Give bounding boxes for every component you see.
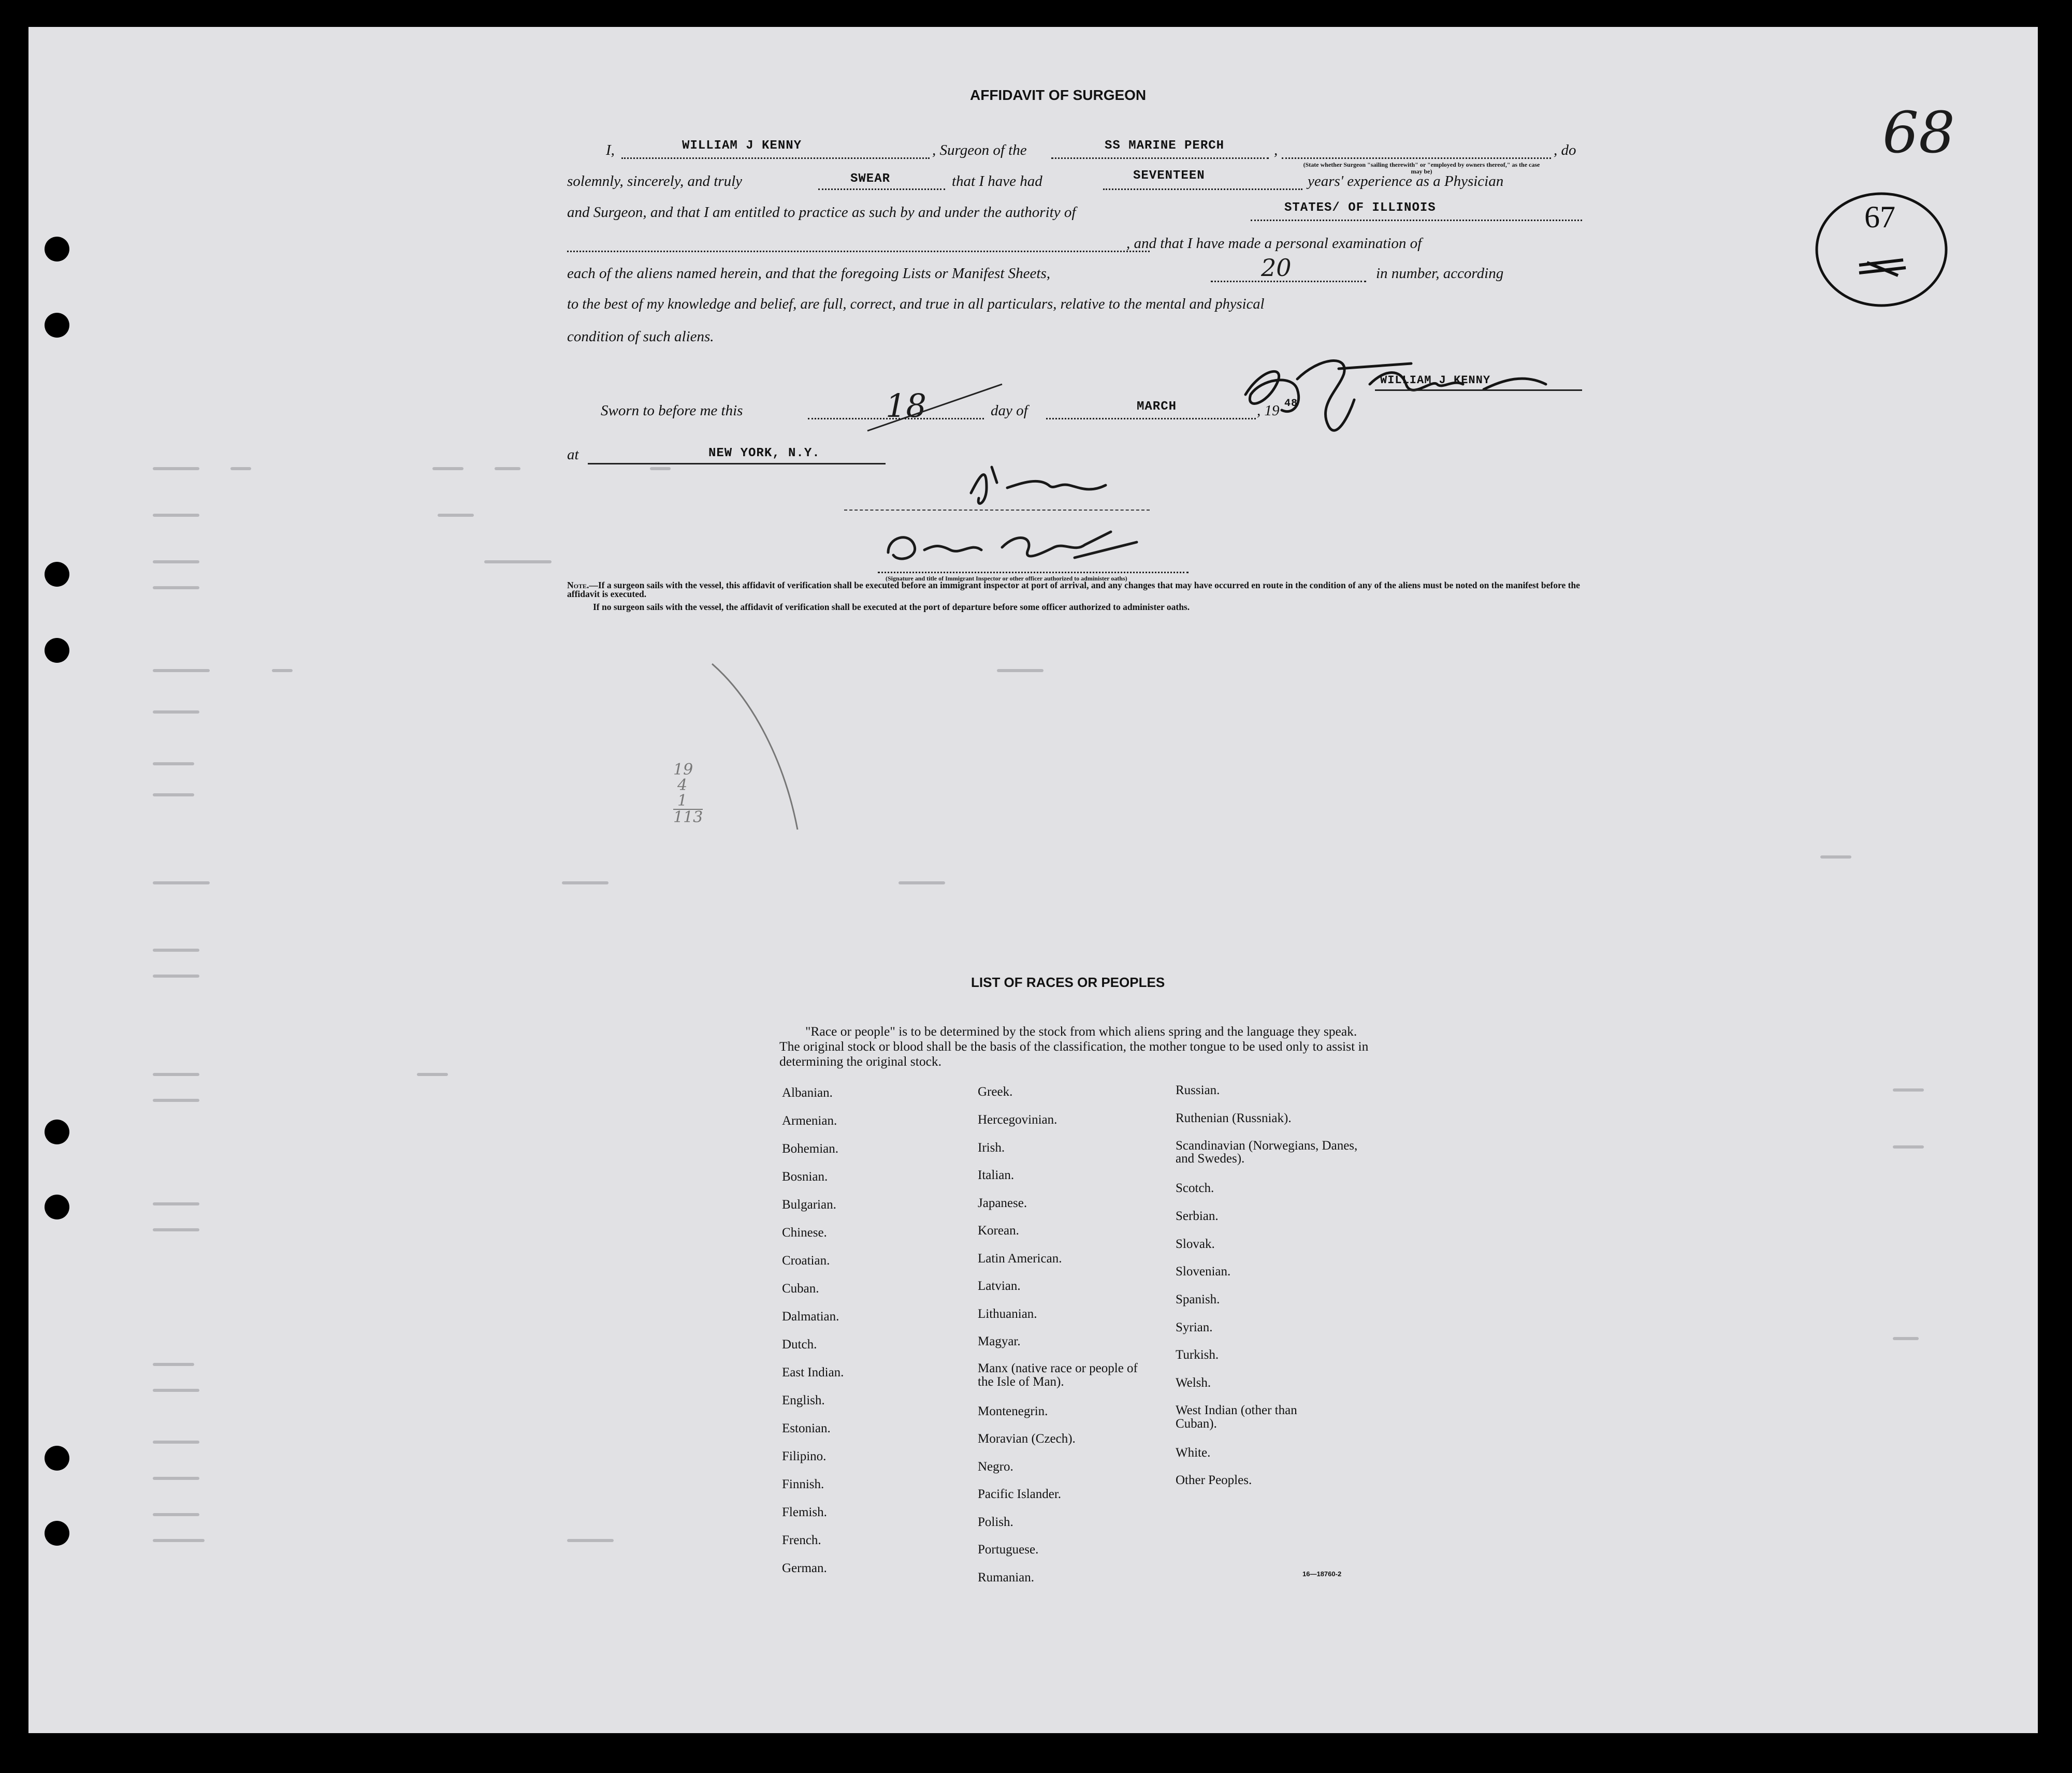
race-item: Latvian. bbox=[978, 1279, 1021, 1293]
inspector-caption: (Signature and title of Immigrant Inspector or other officer authorized to administer oaths) bbox=[886, 575, 1127, 582]
sworn-text: day of bbox=[991, 402, 1028, 419]
ship-name: SS MARINE PERCH bbox=[1105, 139, 1225, 153]
years-experience: SEVENTEEN bbox=[1133, 169, 1205, 183]
sworn-year-prefix: , 19 bbox=[1257, 402, 1280, 419]
surgeon-name: WILLIAM J KENNY bbox=[682, 139, 802, 153]
race-item: Negro. bbox=[978, 1460, 1013, 1474]
sworn-month: MARCH bbox=[1137, 400, 1177, 414]
form-number: 16—18760-2 bbox=[1302, 1570, 1342, 1578]
affidavit-text: to the best of my knowledge and belief, are full, correct, and true in all particulars, relative to the mental and physical bbox=[567, 296, 1265, 312]
affidavit-text: , and that I have made a personal examination of bbox=[1126, 235, 1422, 252]
document-sheet bbox=[28, 27, 2038, 1733]
race-item: West Indian (other than Cuban). bbox=[1176, 1403, 1297, 1431]
affidavit-text: years' experience as a Physician bbox=[1308, 173, 1504, 190]
pencil-note-line: 19 bbox=[673, 761, 693, 779]
punch-hole bbox=[45, 1446, 69, 1471]
race-item: Cuban. bbox=[782, 1282, 819, 1296]
race-item: Armenian. bbox=[782, 1114, 837, 1128]
note-text: —If a surgeon sails with the vessel, this affidavit of verification shall be executed before an immigrant inspector at port of arrival, and any changes that may have occurred en route in the condition of any of the aliens must be noted on the manifest before the affidavit is executed. bbox=[567, 580, 1580, 599]
race-item: Spanish. bbox=[1176, 1292, 1220, 1306]
race-item: Dutch. bbox=[782, 1338, 817, 1351]
affidavit-text: solemnly, sincerely, and truly bbox=[567, 173, 743, 190]
race-item: Bulgarian. bbox=[782, 1198, 836, 1212]
pencil-note-line: 1 bbox=[677, 792, 688, 810]
punch-hole bbox=[45, 1195, 69, 1219]
affidavit-text: I, bbox=[606, 142, 615, 158]
race-item: Moravian (Czech). bbox=[978, 1432, 1076, 1446]
race-item: Latin American. bbox=[978, 1252, 1062, 1266]
affidavit-text: and Surgeon, and that I am entitled to practice as such by and under the authority of bbox=[567, 204, 1076, 221]
race-item: Filipino. bbox=[782, 1449, 827, 1463]
inspector-signature bbox=[878, 521, 1147, 578]
race-item: Albanian. bbox=[782, 1086, 833, 1100]
race-item: Flemish. bbox=[782, 1505, 827, 1519]
surgeon-signature bbox=[1214, 348, 1577, 452]
sworn-day: 18 bbox=[886, 387, 926, 425]
races-title: LIST OF RACES OR PEOPLES bbox=[971, 975, 1165, 990]
affidavit-text: , bbox=[1274, 142, 1278, 158]
race-item: White. bbox=[1176, 1446, 1211, 1460]
affidavit-text: condition of such aliens. bbox=[567, 328, 714, 345]
surgeon-printed-name: WILLIAM J KENNY bbox=[1380, 374, 1491, 387]
race-item: Slovak. bbox=[1176, 1237, 1215, 1251]
race-item: Japanese. bbox=[978, 1196, 1027, 1210]
race-item: English. bbox=[782, 1393, 825, 1407]
race-item: Bohemian. bbox=[782, 1142, 839, 1156]
affidavit-text: each of the aliens named herein, and that the foregoing Lists or Manifest Sheets, bbox=[567, 265, 1050, 282]
sworn-place: NEW YORK, N.Y. bbox=[708, 446, 820, 460]
race-item: Russian. bbox=[1176, 1083, 1220, 1097]
race-item: Chinese. bbox=[782, 1226, 827, 1240]
race-item: Serbian. bbox=[1176, 1209, 1219, 1223]
inspector-initials-signature bbox=[961, 457, 1147, 514]
race-item: German. bbox=[782, 1561, 827, 1575]
race-item: Polish. bbox=[978, 1515, 1013, 1529]
race-item: Syrian. bbox=[1176, 1320, 1213, 1334]
pencil-note bbox=[673, 762, 703, 825]
affidavit-title: AFFIDAVIT OF SURGEON bbox=[970, 87, 1147, 103]
practice-authority: STATES/ OF ILLINOIS bbox=[1284, 201, 1436, 215]
affidavit-note bbox=[567, 581, 1582, 599]
race-item: Finnish. bbox=[782, 1477, 824, 1491]
races-intro: "Race or people" is to be determined by the stock from which aliens spring and the language they speak. The original stock or blood shall be the basis of the classification, the mother tongue to be used only to assist in determining the original stock. bbox=[779, 1024, 1369, 1069]
race-item: Lithuanian. bbox=[978, 1307, 1037, 1321]
punch-hole bbox=[45, 237, 69, 261]
oath-type: SWEAR bbox=[850, 172, 891, 186]
race-item: Slovenian. bbox=[1176, 1265, 1231, 1278]
sworn-text: at bbox=[567, 446, 579, 463]
punch-hole bbox=[45, 1120, 69, 1144]
race-item: Irish. bbox=[978, 1141, 1005, 1155]
punch-hole bbox=[45, 1521, 69, 1546]
race-item: Scandinavian (Norwegians, Danes, and Swedes). bbox=[1176, 1139, 1358, 1166]
race-item: Montenegrin. bbox=[978, 1404, 1048, 1418]
affidavit-text: , do bbox=[1554, 142, 1576, 158]
race-item: Pacific Islander. bbox=[978, 1487, 1062, 1501]
page-number-handwritten: 68 bbox=[1882, 99, 1955, 166]
race-item: Turkish. bbox=[1176, 1348, 1219, 1362]
race-item: Manx (native race or people of the Isle of Man). bbox=[978, 1361, 1138, 1389]
manifest-sheet-count: 20 bbox=[1261, 254, 1292, 282]
affidavit-note-2: If no surgeon sails with the vessel, the affidavit of verification shall be executed at the port of departure before some officer authorized to administer oaths. bbox=[593, 602, 1190, 612]
race-item: Ruthenian (Russniak). bbox=[1176, 1111, 1292, 1125]
race-item: Hercegovinian. bbox=[978, 1113, 1057, 1127]
sworn-year: 48 bbox=[1284, 398, 1298, 410]
race-item: French. bbox=[782, 1533, 821, 1547]
affidavit-text: in number, according bbox=[1376, 265, 1504, 282]
race-item: Magyar. bbox=[978, 1334, 1021, 1348]
punch-hole bbox=[45, 562, 69, 587]
affidavit-text: that I have had bbox=[952, 173, 1042, 190]
affidavit-text: , Surgeon of the bbox=[932, 142, 1027, 158]
race-item: Dalmatian. bbox=[782, 1310, 839, 1324]
race-item: Bosnian. bbox=[782, 1170, 828, 1184]
pencil-curve bbox=[702, 659, 831, 835]
race-item: East Indian. bbox=[782, 1365, 844, 1379]
race-item: Korean. bbox=[978, 1224, 1019, 1238]
race-item: Rumanian. bbox=[978, 1571, 1035, 1585]
race-item: Greek. bbox=[978, 1085, 1013, 1099]
race-item: Estonian. bbox=[782, 1421, 831, 1435]
surgeon-status-note: (State whether Surgeon "sailing therewith" or "employed by owners thereof," as the case may be) bbox=[1303, 161, 1540, 175]
pencil-note-line: 4 bbox=[677, 776, 688, 794]
race-item: Scotch. bbox=[1176, 1181, 1214, 1195]
race-item: Portuguese. bbox=[978, 1543, 1039, 1557]
race-item: Welsh. bbox=[1176, 1376, 1211, 1390]
punch-hole bbox=[45, 638, 69, 663]
race-item: Other Peoples. bbox=[1176, 1473, 1252, 1487]
note-label: Note. bbox=[567, 580, 589, 590]
pencil-note-line: 113 bbox=[673, 808, 703, 826]
page-number-stamped: 67 bbox=[1864, 200, 1895, 234]
race-item: Croatian. bbox=[782, 1254, 830, 1268]
punch-hole bbox=[45, 313, 69, 338]
sworn-text: Sworn to before me this bbox=[601, 402, 743, 419]
race-item: Italian. bbox=[978, 1168, 1015, 1182]
